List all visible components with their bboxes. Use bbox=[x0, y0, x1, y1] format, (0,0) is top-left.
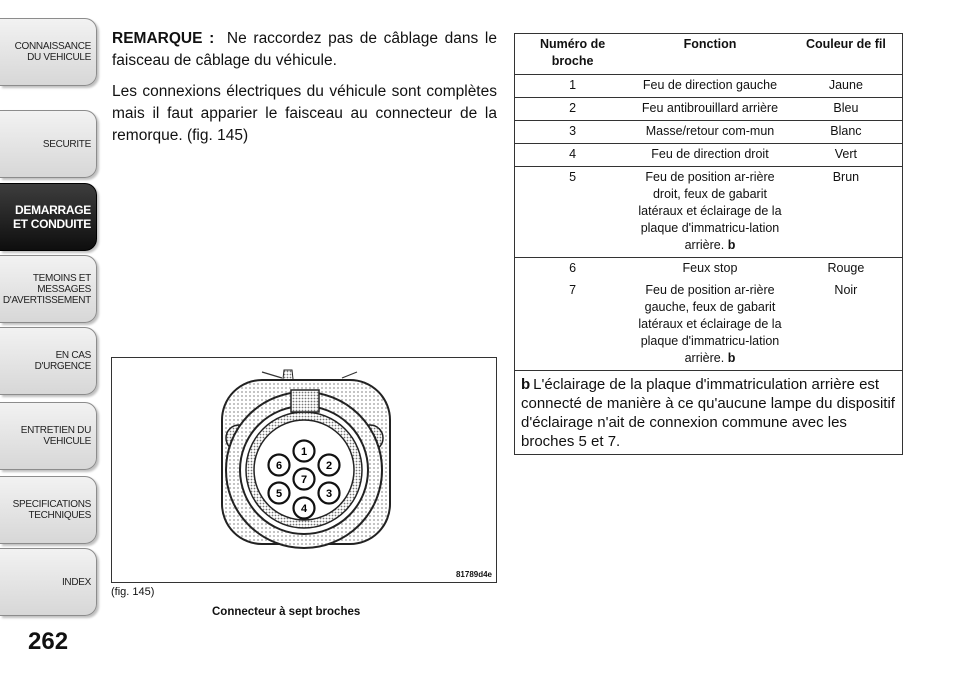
pin-cell: 4 bbox=[569, 147, 577, 161]
header-pin-number: Numéro de broche bbox=[539, 37, 606, 68]
table-row bbox=[515, 98, 903, 121]
tab-label: ENTRETIEN DU VEHICULE bbox=[20, 425, 91, 447]
tab-specifications[interactable] bbox=[0, 476, 97, 544]
function-cell bbox=[630, 98, 790, 121]
table-footnote-row bbox=[515, 371, 903, 455]
pin-function-table bbox=[514, 33, 903, 455]
remark-label: REMARQUE : bbox=[112, 30, 215, 47]
tab-label: SPECIFICATIONS TECHNIQUES bbox=[12, 499, 91, 521]
function-text: Feu antibrouillard arrière bbox=[641, 101, 779, 115]
figure-reference: (fig. 145) bbox=[111, 586, 155, 598]
footnote-cell bbox=[515, 371, 903, 455]
header-wire-color: Couleur de fil bbox=[805, 37, 886, 51]
tab-label: INDEX bbox=[61, 576, 91, 588]
function-cell bbox=[630, 258, 790, 281]
color-cell: Noir bbox=[834, 283, 858, 297]
function-cell bbox=[630, 280, 790, 371]
page-number: 262 bbox=[28, 628, 69, 655]
color-cell: Jaune bbox=[828, 78, 863, 92]
pin-cell: 5 bbox=[569, 170, 577, 184]
tab-connaissance-vehicule[interactable] bbox=[0, 18, 97, 86]
function-text: Masse/retour com-mun bbox=[645, 124, 775, 138]
chapter-tabs bbox=[0, 0, 100, 620]
connection-paragraph: Les connexions électriques du véhicule sont complètes mais il faut apparier le faisceau au connecteur de la remorque. (fig. 145) bbox=[112, 83, 497, 144]
table-row bbox=[515, 144, 903, 167]
tab-securite[interactable] bbox=[0, 110, 97, 178]
footnote-mark: b bbox=[727, 351, 736, 365]
pin-cell: 2 bbox=[569, 101, 577, 115]
color-cell: Rouge bbox=[827, 261, 865, 275]
header-function: Fonction bbox=[683, 37, 737, 51]
tab-label: CONNAISSANCE DU VEHICULE bbox=[14, 41, 91, 63]
seven-pin-connector-illustration bbox=[112, 358, 496, 582]
footnote-mark: b bbox=[727, 238, 736, 252]
table-row bbox=[515, 280, 903, 371]
pin-label: 4 bbox=[300, 503, 308, 515]
function-text: Feu de position ar-rière gauche, feux de gabarit latéraux et éclairage de la plaque d'immatricu-lation arrière. bbox=[638, 283, 782, 365]
function-cell bbox=[630, 144, 790, 167]
tab-label: DEMARRAGE ET CONDUITE bbox=[12, 203, 91, 231]
function-text: Feu de direction gauche bbox=[642, 78, 778, 92]
tab-en-cas-urgence[interactable] bbox=[0, 327, 97, 395]
footnote-text: L'éclairage de la plaque d'immatriculation arrière est connecté de manière à ce qu'aucune lampe du dispositif d'éclairage n'ait de connexion commune avec les broches 5 et 7. bbox=[521, 376, 895, 450]
pin-label: 2 bbox=[325, 460, 333, 472]
function-cell bbox=[630, 75, 790, 98]
connector-figure bbox=[111, 357, 497, 583]
figure-caption: Connecteur à sept broches bbox=[212, 606, 361, 618]
pin-cell: 7 bbox=[569, 283, 577, 297]
pin-label: 5 bbox=[275, 488, 283, 500]
function-cell bbox=[630, 167, 790, 258]
pin-cell: 3 bbox=[569, 124, 577, 138]
color-cell: Blanc bbox=[830, 124, 862, 138]
color-cell: Bleu bbox=[833, 101, 859, 115]
function-cell bbox=[630, 121, 790, 144]
function-text: Feux stop bbox=[682, 261, 738, 275]
tab-label: TEMOINS ET MESSAGES D'AVERTISSEMENT bbox=[2, 272, 91, 306]
table-row bbox=[515, 75, 903, 98]
table-header-row bbox=[515, 34, 903, 75]
tab-label: SECURITE bbox=[42, 138, 91, 150]
function-text: Feu de direction droit bbox=[651, 147, 769, 161]
tab-index[interactable] bbox=[0, 548, 97, 616]
color-cell: Vert bbox=[834, 147, 858, 161]
tab-temoins-messages[interactable] bbox=[0, 255, 97, 323]
remark-paragraph bbox=[112, 28, 497, 72]
body-text bbox=[112, 28, 497, 156]
pin-cell: 1 bbox=[569, 78, 577, 92]
table-row bbox=[515, 121, 903, 144]
pin-label: 6 bbox=[275, 460, 283, 472]
table-row bbox=[515, 167, 903, 258]
remark-body: Ne raccordez pas de câblage dans le faisceau de câblage du véhicule. bbox=[112, 30, 497, 69]
color-cell: Brun bbox=[832, 170, 860, 184]
tab-entretien-vehicule[interactable] bbox=[0, 402, 97, 470]
table-row bbox=[515, 258, 903, 281]
pin-label: 7 bbox=[300, 474, 308, 486]
footnote-mark: b bbox=[521, 376, 531, 393]
pin-label: 1 bbox=[300, 446, 308, 458]
pin-cell: 6 bbox=[569, 261, 577, 275]
tab-demarrage-conduite[interactable] bbox=[0, 183, 97, 251]
function-text: Feu de position ar-rière droit, feux de gabarit latéraux et éclairage de la plaque d'immatricu-lation arrière. bbox=[638, 170, 782, 252]
figure-code: 81789d4e bbox=[455, 570, 492, 579]
pin-label: 3 bbox=[325, 488, 333, 500]
tab-label: EN CAS D'URGENCE bbox=[34, 350, 91, 372]
